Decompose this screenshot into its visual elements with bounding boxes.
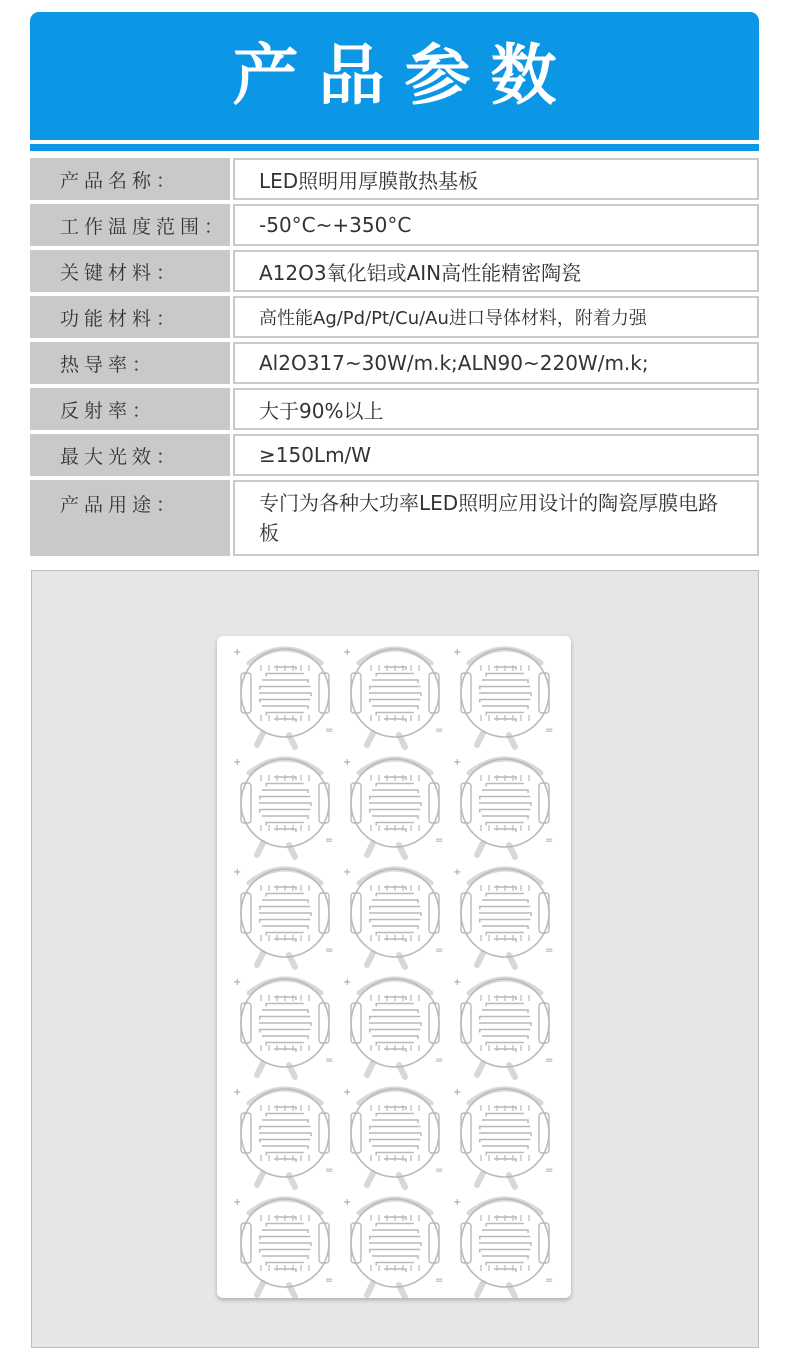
spec-row-function-material xyxy=(30,296,759,338)
svg-text:=: = xyxy=(325,835,334,846)
circuit-board-drawing xyxy=(217,636,571,1298)
spec-label: 产品用途： xyxy=(30,480,230,556)
spec-value: Al2O317~30W/m.k;ALN90~220W/m.k; xyxy=(233,342,759,384)
svg-text:=: = xyxy=(545,1275,554,1286)
circuit-unit xyxy=(343,977,443,1077)
svg-text:+: + xyxy=(343,757,352,768)
spec-row-name xyxy=(30,158,759,200)
circuit-unit xyxy=(343,647,443,747)
spec-value: -50°C~+350°C xyxy=(233,204,759,246)
circuit-unit xyxy=(343,1197,443,1297)
svg-text:=: = xyxy=(545,835,554,846)
circuit-unit xyxy=(233,977,333,1077)
svg-text:+: + xyxy=(453,867,462,878)
svg-text:=: = xyxy=(435,1055,444,1066)
spec-value: LED照明用厚膜散热基板 xyxy=(233,158,759,200)
svg-text:=: = xyxy=(325,1165,334,1176)
spec-label: 关键材料： xyxy=(30,250,230,292)
banner-underline xyxy=(30,144,759,151)
svg-text:=: = xyxy=(435,835,444,846)
svg-text:+: + xyxy=(233,867,242,878)
svg-text:+: + xyxy=(453,757,462,768)
circuit-unit xyxy=(233,757,333,857)
spec-label: 最大光效： xyxy=(30,434,230,476)
spec-label: 热导率： xyxy=(30,342,230,384)
spec-label: 产品名称： xyxy=(30,158,230,200)
svg-text:=: = xyxy=(545,1165,554,1176)
svg-text:+: + xyxy=(233,1197,242,1208)
circuit-unit xyxy=(453,647,553,747)
svg-text:+: + xyxy=(453,1087,462,1098)
svg-text:+: + xyxy=(233,977,242,988)
spec-row-material xyxy=(30,250,759,292)
circuit-unit xyxy=(453,1087,553,1187)
svg-text:=: = xyxy=(325,945,334,956)
ceramic-circuit-board-image xyxy=(217,636,571,1298)
spec-label: 工作温度范围： xyxy=(30,204,230,246)
svg-text:+: + xyxy=(343,867,352,878)
circuit-unit xyxy=(343,757,443,857)
spec-row-usage xyxy=(30,480,759,556)
circuit-unit xyxy=(233,867,333,967)
svg-text:=: = xyxy=(545,1055,554,1066)
circuit-unit xyxy=(343,867,443,967)
svg-text:=: = xyxy=(545,725,554,736)
spec-table xyxy=(30,158,759,560)
spec-value: ≥150Lm/W xyxy=(233,434,759,476)
svg-text:+: + xyxy=(343,647,352,658)
svg-text:+: + xyxy=(453,977,462,988)
circuit-unit xyxy=(233,1087,333,1187)
svg-text:+: + xyxy=(233,1087,242,1098)
circuit-unit xyxy=(453,867,553,967)
svg-text:+: + xyxy=(233,647,242,658)
svg-text:=: = xyxy=(325,1055,334,1066)
svg-text:+: + xyxy=(233,757,242,768)
svg-text:+: + xyxy=(453,647,462,658)
spec-value: A12O3氧化铝或AIN高性能精密陶瓷 xyxy=(233,250,759,292)
spec-row-thermal-conductivity xyxy=(30,342,759,384)
page-title: 产品参数 xyxy=(232,37,577,114)
spec-label: 反射率： xyxy=(30,388,230,430)
circuit-unit xyxy=(453,757,553,857)
spec-row-temperature xyxy=(30,204,759,246)
spec-label: 功能材料： xyxy=(30,296,230,338)
svg-text:+: + xyxy=(453,1197,462,1208)
title-banner xyxy=(30,12,759,140)
spec-value: 大于90%以上 xyxy=(233,388,759,430)
spec-value: 高性能Ag/Pd/Pt/Cu/Au进口导体材料，附着力强 xyxy=(233,296,759,338)
svg-text:+: + xyxy=(343,1087,352,1098)
circuit-unit xyxy=(343,1087,443,1187)
svg-text:=: = xyxy=(325,1275,334,1286)
svg-text:+: + xyxy=(343,1197,352,1208)
svg-text:=: = xyxy=(435,1275,444,1286)
spec-value: 专门为各种大功率LED照明应用设计的陶瓷厚膜电路板 xyxy=(233,480,759,556)
circuit-unit xyxy=(453,1197,553,1297)
svg-text:=: = xyxy=(545,945,554,956)
svg-text:+: + xyxy=(343,977,352,988)
circuit-unit xyxy=(453,977,553,1077)
svg-text:=: = xyxy=(435,725,444,736)
circuit-unit xyxy=(233,1197,333,1297)
svg-text:=: = xyxy=(435,945,444,956)
svg-text:=: = xyxy=(325,725,334,736)
spec-row-reflectivity xyxy=(30,388,759,430)
svg-text:=: = xyxy=(435,1165,444,1176)
circuit-unit xyxy=(233,647,333,747)
spec-row-luminous-efficacy xyxy=(30,434,759,476)
